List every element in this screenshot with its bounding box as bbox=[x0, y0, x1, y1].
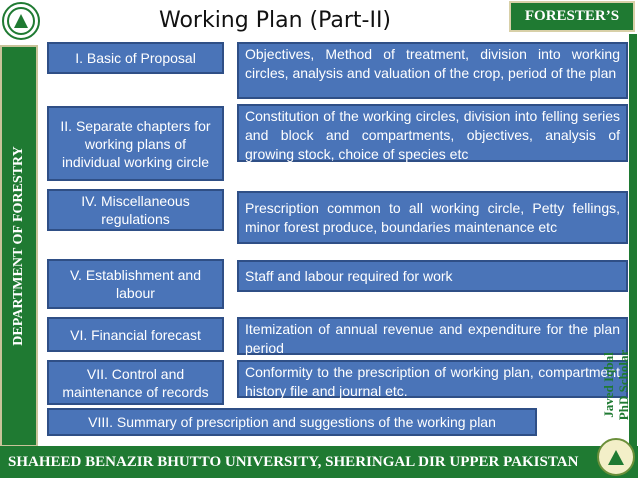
tree-icon bbox=[14, 14, 28, 28]
university-logo bbox=[2, 2, 40, 40]
section-label-5: VI. Financial forecast bbox=[47, 317, 224, 352]
section-label-3: IV. Miscellaneous regulations bbox=[47, 189, 224, 231]
summary-box: VIII. Summary of prescription and suggestions of the working plan bbox=[47, 408, 537, 436]
section-description-6: Conformity to the prescription of working plan, compartment history file and journal etc. bbox=[237, 360, 628, 398]
section-description-4: Staff and labour required for work bbox=[237, 260, 628, 292]
foresters-badge: FORESTER’S bbox=[509, 1, 635, 32]
section-label-6: VII. Control and maintenance of records bbox=[47, 360, 224, 405]
author-credit bbox=[596, 335, 636, 435]
section-description-5: Itemization of annual revenue and expenditure for the plan period bbox=[237, 317, 628, 355]
section-description-1: Objectives, Method of treatment, division into working circles, analysis and valuation of the crop, period of the plan bbox=[237, 42, 628, 99]
author-role: PhD Scholar bbox=[616, 349, 631, 421]
tree-icon bbox=[608, 450, 624, 465]
logo-ring bbox=[7, 7, 35, 35]
section-description-3: Prescription common to all working circle, Petty fellings, minor forest produce, boundaries maintenance etc bbox=[237, 191, 628, 244]
author-text bbox=[601, 350, 631, 420]
author-name: Javed Iqbal bbox=[601, 352, 616, 418]
section-description-2: Constitution of the working circles, division into felling series and block and compartments, objectives, analysis of growing stock, choice of species etc bbox=[237, 104, 628, 162]
page-title: Working Plan (Part-II) bbox=[158, 8, 392, 33]
forestry-logo bbox=[597, 438, 635, 476]
section-label-4: V. Establishment and labour bbox=[47, 259, 224, 309]
footer-bar bbox=[0, 446, 638, 478]
university-name: SHAHEED BENAZIR BHUTTO UNIVERSITY, SHERINGAL DIR UPPER PAKISTAN bbox=[8, 454, 579, 470]
section-label-1: I. Basic of Proposal bbox=[47, 42, 224, 74]
department-sidebar bbox=[0, 45, 38, 447]
section-label-2: II. Separate chapters for working plans of individual working circle bbox=[47, 106, 224, 181]
department-label: DEPARTMENT OF FORESTRY bbox=[11, 146, 26, 346]
